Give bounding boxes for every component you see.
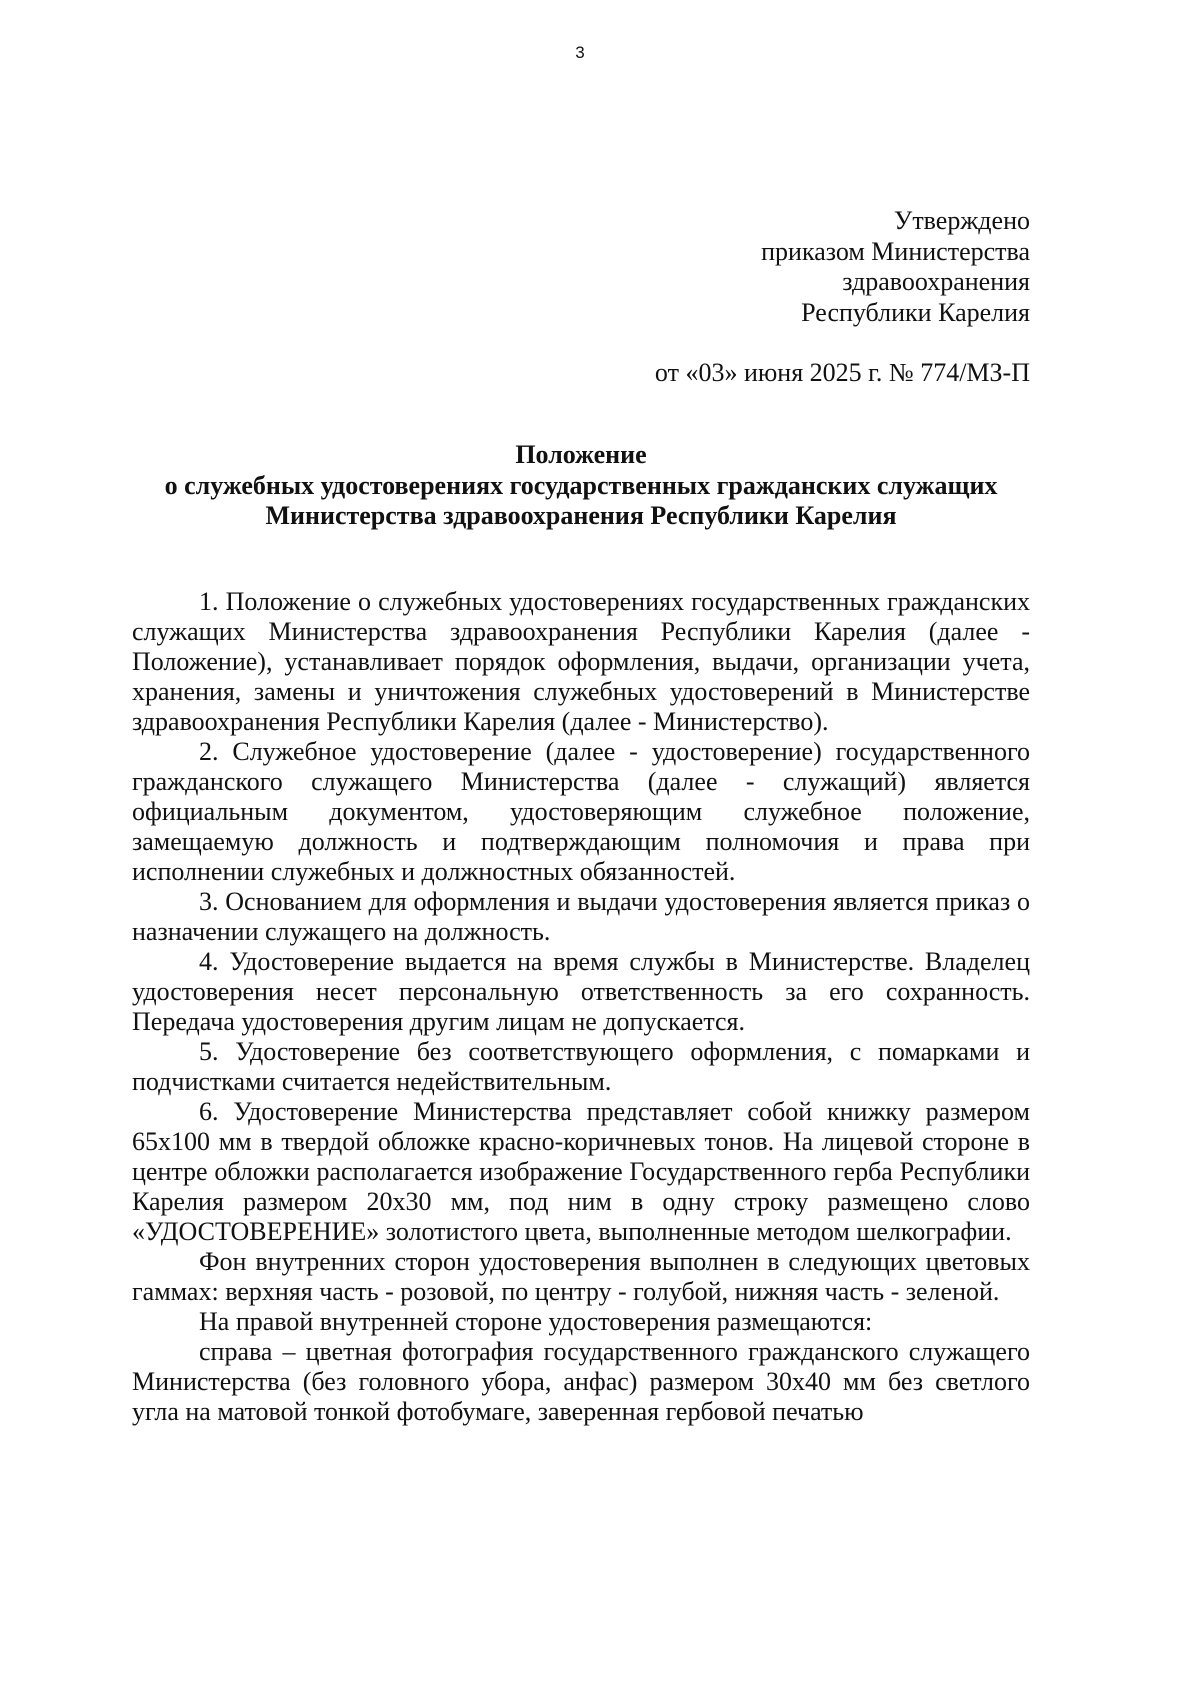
approval-line: приказом Министерства [761, 236, 1030, 266]
document-title [132, 440, 1030, 532]
approval-line: Утверждено [893, 206, 1030, 235]
title-line: Положение [515, 440, 647, 469]
order-reference: от «03» июня 2025 г. № 774/МЗ-П [654, 358, 1030, 387]
document-body [132, 587, 1030, 1427]
paragraph-1: 1. Положение о служебных удостоверениях государственных гражданских служащих Министерства здравоохранения Республики Карелия (далее - Положение), устанавливает порядок оформления, выдачи, организации учета, хранения, замены и уничтожения служебных удостоверений в Министерстве здравоохранения Республики Карелия (далее - Министерство). [132, 587, 1030, 736]
approval-line: здравоохранения [842, 267, 1030, 296]
paragraph-photo: справа – цветная фотография государственного гражданского служащего Министерства (без головного убора, анфас) размером 30х40 мм без светлого угла на матовой тонкой фотобумаге, заверенная гербовой печатью [132, 1337, 1030, 1426]
paragraph-3: 3. Основанием для оформления и выдачи удостоверения является приказ о назначении служащего на должность. [132, 887, 1030, 946]
title-line: о служебных удостоверениях государственных гражданских служащих [164, 470, 998, 500]
page-number: 3 [575, 43, 585, 62]
paragraph-inner-side: На правой внутренней стороне удостоверения размещаются: [199, 1307, 873, 1336]
paragraph-background-colors: Фон внутренних сторон удостоверения выполнен в следующих цветовых гаммах: верхняя часть - розовой, по центру - голубой, нижняя часть - зеленой. [132, 1247, 1030, 1306]
approval-block [655, 206, 1030, 389]
paragraph-6: 6. Удостоверение Министерства представляет собой книжку размером 65х100 мм в твердой обложке красно-коричневых тонов. На лицевой стороне в центре обложки располагается изображение Государственного герба Республики Карелия размером 20х30 мм, под ним в одну строку размещено слово «УДОСТОВЕРЕНИЕ» золотистого цвета, выполненные методом шелкографии. [132, 1097, 1030, 1246]
title-line: Министерства здравоохранения Республики Карелия [265, 501, 897, 530]
paragraph-5: 5. Удостоверение без соответствующего оформления, с помарками и подчистками считается недействительным. [132, 1037, 1030, 1096]
paragraph-2: 2. Служебное удостоверение (далее - удостоверение) государственного гражданского служащего Министерства (далее - служащий) является официальным документом, удостоверяющим служебное положение, замещаемую должность и подтверждающим полномочия и права при исполнении служебных и должностных обязанностей. [132, 737, 1030, 886]
approval-line: Республики Карелия [801, 297, 1030, 327]
paragraph-4: 4. Удостоверение выдается на время службы в Министерстве. Владелец удостоверения несет персональную ответственность за его сохранность. Передача удостоверения другим лицам не допускается. [132, 947, 1030, 1036]
